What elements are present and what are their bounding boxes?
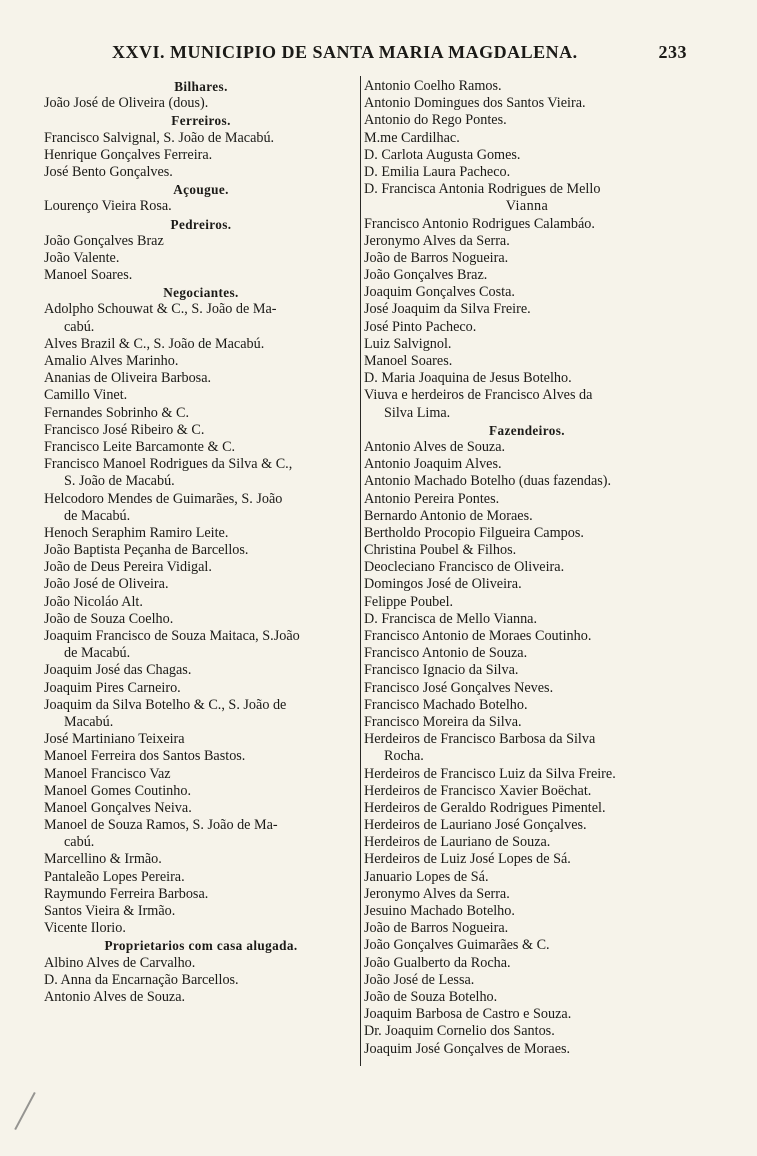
list-item: Francisco Ignacio da Silva. [364,662,519,679]
list-item: Santos Vieira & Irmão. [44,903,176,919]
list-item: Manoel Gomes Coutinho. [44,782,191,799]
list-item: Herdeiros de Francisco Xavier Boëchat. [364,782,592,799]
list-item-continuation: de Macabú. [64,645,131,662]
list-item: Herdeiros de Geraldo Rodrigues Pimentel. [364,799,606,816]
list-item: Herdeiros de Lauriano de Souza. [364,834,551,851]
list-item: Manoel Ferreira dos Santos Bastos. [44,748,246,765]
list-item: João José de Oliveira (dous). [44,95,209,112]
list-item: Fernandes Sobrinho & C. [44,404,190,421]
list-item: João Valente. [44,249,120,266]
list-item-continuation: S. João de Macabú. [64,473,175,490]
list-item: João de Souza Botelho. [364,988,498,1005]
list-item: Felippe Poubel. [364,593,454,610]
list-item: Viuva e herdeiros de Francisco Alves da [364,387,593,404]
list-item: Francisco Moreira da Silva. [364,713,522,730]
list-item: Francisco Antonio Rodrigues Calambáo. [364,215,595,232]
list-item: Herdeiros de Lauriano José Gonçalves. [364,817,587,834]
list-item: João de Deus Pereira Vidigal. [44,559,212,576]
list-item: Antonio Alves de Souza. [364,438,506,455]
list-item: João Baptista Peçanha de Barcellos. [44,542,249,559]
list-item: Antonio Alves de Souza. [44,988,186,1005]
list-item: Francisco José Gonçalves Neves. [364,679,554,696]
right-column [364,78,690,1058]
list-item: Januario Lopes de Sá. [364,868,489,885]
list-item: Marcellino & Irmão. [44,851,162,868]
page-number: 233 [658,42,687,62]
list-item: Joaquim Gonçalves Costa. [364,284,515,301]
list-item: Antonio do Rego Pontes. [364,112,507,129]
list-item: Raymundo Ferreira Barbosa. [44,885,209,902]
list-item: João José de Lessa. [364,971,475,988]
list-item: Francisco Salvignal, S. João de Macabú. [44,129,275,146]
list-item: Henoch Seraphim Ramiro Leite. [44,524,229,541]
page-header [112,42,687,68]
list-item: Domingos José de Oliveira. [364,576,522,593]
list-item: Francisco Antonio de Moraes Coutinho. [364,628,592,644]
list-item: Manoel Soares. [44,267,133,284]
list-item: Jesuino Machado Botelho. [364,903,515,919]
list-item: José Joaquim da Silva Freire. [364,301,531,318]
list-item: D. Anna da Encarnação Barcellos. [44,971,239,988]
list-item: D. Francisca de Mello Vianna. [364,610,538,627]
list-item: Luiz Salvignol. [364,335,452,352]
list-item: Manoel Francisco Vaz [44,765,171,782]
left-column [44,78,358,1006]
list-item: Manoel Soares. [364,353,453,369]
list-item: Ananias de Oliveira Barbosa. [44,370,212,387]
list-item: Bertholdo Procopio Filgueira Campos. [364,524,584,541]
list-item: João de Barros Nogueira. [364,249,509,266]
section-heading: Negociantes. [163,285,239,301]
list-item: Jeronymo Alves da Serra. [364,232,510,249]
list-item: Vicente Ilorio. [44,920,126,937]
list-item: Adolpho Schouwat & C., S. João de Ma- [44,301,277,318]
list-item: João Gonçalves Guimarães & C. [364,937,550,954]
list-item: Herdeiros de Francisco Barbosa da Silva [364,731,596,748]
list-item: João Gonçalves Braz. [364,267,488,284]
list-item: Joaquim da Silva Botelho & C., S. João de [44,696,287,713]
list-item: M.me Cardilhac. [364,129,460,146]
list-item: Antonio Joaquim Alves. [364,456,502,473]
list-item: Pantaleão Lopes Pereira. [44,868,185,885]
list-item: Amalio Alves Marinho. [44,353,179,369]
pen-mark [14,1092,35,1130]
list-item-continuation: de Macabú. [64,507,131,524]
list-item: D. Emilia Laura Pacheco. [364,163,511,180]
list-item: Helcodoro Mendes de Guimarães, S. João [44,490,283,507]
list-item: Antonio Machado Botelho (duas fazendas). [364,473,612,490]
list-item: Francisco Antonio de Souza. [364,645,528,662]
list-item: D. Carlota Augusta Gomes. [364,146,521,163]
list-item: João de Barros Nogueira. [364,920,509,937]
list-item: D. Maria Joaquina de Jesus Botelho. [364,370,572,387]
list-item-continuation: Vianna [505,198,549,215]
list-item-continuation: cabú. [64,318,95,335]
list-item: João Gualberto da Rocha. [364,954,511,971]
list-item: José Bento Gonçalves. [44,163,173,180]
list-item: Albino Alves de Carvalho. [44,954,196,971]
list-item: José Pinto Pacheco. [364,318,477,335]
section-heading: Proprietarios com casa alugada. [104,938,298,954]
page-title: XXVI. MUNICIPIO DE SANTA MARIA MAGDALENA. [112,42,578,62]
list-item: Francisco José Ribeiro & C. [44,421,205,438]
list-item-continuation: Rocha. [384,748,424,765]
list-item: Herdeiros de Francisco Luiz da Silva Freire. [364,765,616,782]
list-item: Christina Poubel & Filhos. [364,542,517,559]
section-heading: Pedreiros. [170,216,232,232]
list-item: Francisco Machado Botelho. [364,696,528,713]
list-item: Deocleciano Francisco de Oliveira. [364,559,565,576]
section-heading: Fazendeiros. [489,422,565,438]
list-item: Henrique Gonçalves Ferreira. [44,146,213,163]
list-item: Antonio Coelho Ramos. [364,78,502,94]
column-divider [360,76,361,1066]
list-item-continuation: cabú. [64,834,95,851]
list-item: Joaquim Barbosa de Castro e Souza. [364,1006,572,1023]
list-item: Joaquim Francisco de Souza Maitaca, S.João [44,628,300,644]
section-heading: Açougue. [173,182,229,198]
list-item-continuation: Macabú. [64,713,114,730]
list-item: João Nicoláo Alt. [44,593,143,610]
list-item: Joaquim Pires Carneiro. [44,679,181,696]
list-item: Manoel de Souza Ramos, S. João de Ma- [44,817,278,834]
list-item: Francisco Manoel Rodrigues da Silva & C., [44,456,293,473]
section-heading: Bilhares. [174,79,228,94]
section-heading: Ferreiros. [171,113,231,129]
list-item: Francisco Leite Barcamonte & C. [44,438,236,455]
list-item: José Martiniano Teixeira [44,731,185,748]
list-item: João José de Oliveira. [44,576,169,593]
list-item: Antonio Domingues dos Santos Vieira. [364,95,586,112]
list-item: Jeronymo Alves da Serra. [364,885,510,902]
list-item: Joaquim José das Chagas. [44,662,192,679]
list-item-continuation: Silva Lima. [384,404,451,421]
list-item: Bernardo Antonio de Moraes. [364,507,533,524]
list-item: D. Francisca Antonia Rodrigues de Mello [364,181,601,198]
list-item: Dr. Joaquim Cornelio dos Santos. [364,1023,555,1040]
list-item: João Gonçalves Braz [44,232,164,249]
list-item: Alves Brazil & C., S. João de Macabú. [44,335,265,352]
list-item: João de Souza Coelho. [44,610,174,627]
list-item: Lourenço Vieira Rosa. [44,198,172,215]
list-item: Antonio Pereira Pontes. [364,490,500,507]
list-item: Camillo Vinet. [44,387,128,404]
list-item: Joaquim José Gonçalves de Moraes. [364,1040,571,1057]
list-item: Herdeiros de Luiz José Lopes de Sá. [364,851,571,868]
list-item: Manoel Gonçalves Neiva. [44,799,192,816]
